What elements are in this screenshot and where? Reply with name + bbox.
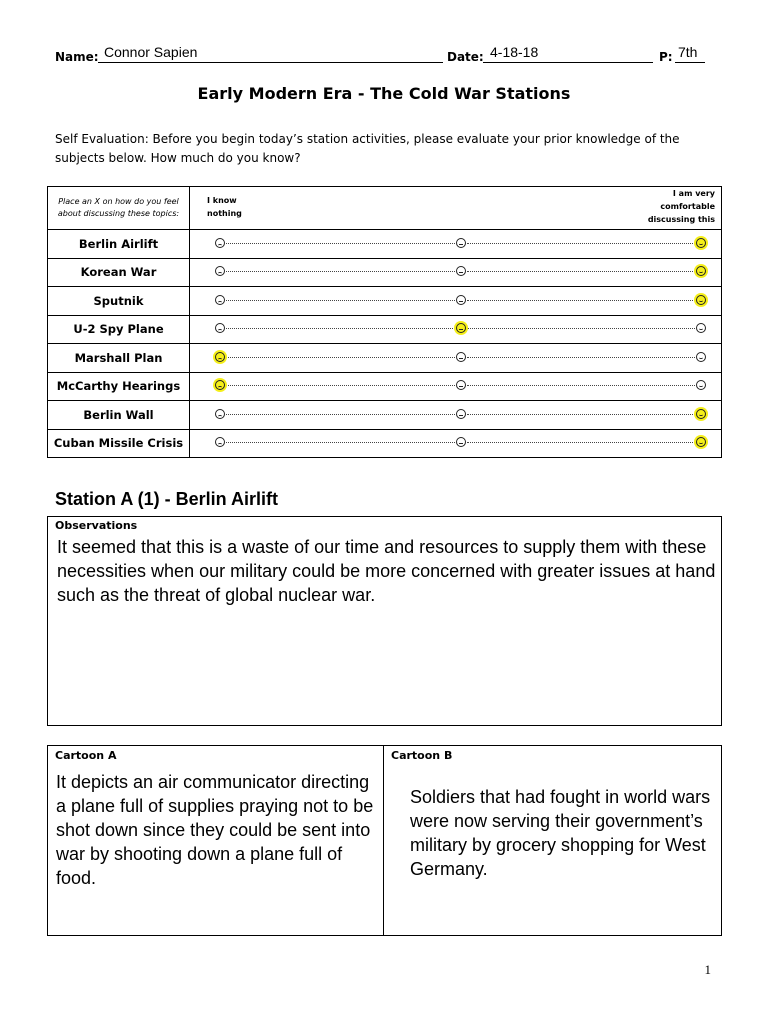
scale-dotted-line: [226, 271, 455, 272]
table-row: [48, 287, 722, 316]
scale-dotted-line: [226, 243, 455, 244]
topic-name: Marshall Plan: [48, 344, 190, 373]
scale-header: [190, 187, 722, 230]
scale-low-label: I know nothing: [207, 196, 242, 218]
scale-dotted-line: [226, 300, 455, 301]
scale-dotted-line: [467, 328, 696, 329]
smile-face-icon[interactable]: [696, 266, 706, 276]
cartoon-a-answer[interactable]: It depicts an air communicator directing a plane full of supplies praying not to be shot down since they could be sent into war by shooting down a plane full of food.: [56, 772, 374, 888]
smile-face-icon[interactable]: [696, 437, 706, 447]
table-prompt: Place an X on how do you feel about discussing these topics:: [48, 187, 190, 230]
scale-high-line-2: comfortable: [660, 202, 715, 211]
cartoon-b-answer[interactable]: Soldiers that had fought in world wars were now serving their government’s military by grocery shopping for West Germany.: [410, 787, 711, 879]
scale-dotted-line: [467, 357, 696, 358]
rating-scale[interactable]: [220, 238, 701, 250]
rating-cell: [190, 230, 722, 259]
neutral-face-icon[interactable]: [456, 238, 466, 248]
topic-name: Korean War: [48, 258, 190, 287]
neutral-face-icon[interactable]: [456, 380, 466, 390]
scale-dotted-line: [226, 385, 455, 386]
rating-scale[interactable]: [220, 409, 701, 421]
rating-scale[interactable]: [220, 266, 701, 278]
station-title: Station A (1) - Berlin Airlift: [55, 489, 278, 509]
cartoon-table: [47, 745, 722, 936]
smile-face-icon[interactable]: [696, 295, 706, 305]
smile-face-icon[interactable]: [696, 380, 706, 390]
table-row: [48, 258, 722, 287]
scale-dotted-line: [467, 414, 696, 415]
cartoon-a-label: Cartoon A: [55, 749, 117, 762]
date-label: Date:: [447, 50, 484, 64]
scale-dotted-line: [467, 300, 696, 301]
frown-face-icon[interactable]: [215, 295, 225, 305]
frown-face-icon[interactable]: [215, 437, 225, 447]
rating-scale[interactable]: [220, 437, 701, 449]
neutral-face-icon[interactable]: [456, 266, 466, 276]
period-label: P:: [659, 50, 673, 64]
observations-answer: It seemed that this is a waste of our time and resources to supply them with these necessities when our military could be more concerned with greater issues at hand such as the threat of global nuclear war.: [57, 537, 716, 605]
self-evaluation-table: [47, 186, 722, 458]
observations-box[interactable]: [47, 516, 722, 726]
rating-cell: [190, 429, 722, 458]
name-label: Name:: [55, 50, 99, 64]
page-number: 1: [704, 962, 711, 977]
neutral-face-icon[interactable]: [456, 409, 466, 419]
rating-cell: [190, 258, 722, 287]
topic-name: McCarthy Hearings: [48, 372, 190, 401]
rating-cell: [190, 344, 722, 373]
name-value: Connor Sapien: [104, 44, 198, 60]
neutral-face-icon[interactable]: [456, 295, 466, 305]
observations-label: Observations: [55, 519, 138, 532]
scale-dotted-line: [467, 442, 696, 443]
scale-dotted-line: [467, 385, 696, 386]
neutral-face-icon[interactable]: [456, 437, 466, 447]
cartoon-divider: [383, 746, 384, 935]
smile-face-icon[interactable]: [696, 352, 706, 362]
rating-scale[interactable]: [220, 295, 701, 307]
frown-face-icon[interactable]: [215, 409, 225, 419]
table-row: [48, 429, 722, 458]
scale-dotted-line: [467, 271, 696, 272]
page-title: Early Modern Era - The Cold War Stations: [197, 84, 571, 103]
table-header-row: [48, 187, 722, 230]
date-value: 4-18-18: [490, 44, 539, 60]
cartoon-b-label: Cartoon B: [391, 749, 453, 762]
topic-name: U-2 Spy Plane: [48, 315, 190, 344]
frown-face-icon[interactable]: [215, 352, 225, 362]
scale-dotted-line: [226, 357, 455, 358]
topic-name: Berlin Wall: [48, 401, 190, 430]
scale-high-label: [648, 187, 715, 226]
rating-scale[interactable]: [220, 323, 701, 335]
smile-face-icon[interactable]: [696, 323, 706, 333]
scale-dotted-line: [467, 243, 696, 244]
rating-cell: [190, 401, 722, 430]
table-row: [48, 372, 722, 401]
frown-face-icon[interactable]: [215, 238, 225, 248]
topic-name: Sputnik: [48, 287, 190, 316]
frown-face-icon[interactable]: [215, 266, 225, 276]
table-row: [48, 315, 722, 344]
table-row: [48, 344, 722, 373]
smile-face-icon[interactable]: [696, 238, 706, 248]
neutral-face-icon[interactable]: [456, 352, 466, 362]
table-row: [48, 401, 722, 430]
rating-cell: [190, 287, 722, 316]
rating-scale[interactable]: [220, 380, 701, 392]
scale-high-line-1: I am very: [672, 189, 715, 198]
smile-face-icon[interactable]: [696, 409, 706, 419]
rating-scale[interactable]: [220, 352, 701, 364]
table-row: [48, 230, 722, 259]
rating-cell: [190, 315, 722, 344]
frown-face-icon[interactable]: [215, 323, 225, 333]
intro-text: Self Evaluation: Before you begin today’s station activities, please evaluate your prior knowledge of the subjects below. How much do you know?: [55, 132, 680, 165]
scale-high-line-3: discussing this: [647, 215, 715, 224]
topic-name: Cuban Missile Crisis: [48, 429, 190, 458]
neutral-face-icon[interactable]: [456, 323, 466, 333]
topic-name: Berlin Airlift: [48, 230, 190, 259]
scale-dotted-line: [226, 328, 455, 329]
period-value: 7th: [678, 44, 698, 60]
rating-cell: [190, 372, 722, 401]
scale-dotted-line: [226, 442, 455, 443]
scale-dotted-line: [226, 414, 455, 415]
frown-face-icon[interactable]: [215, 380, 225, 390]
